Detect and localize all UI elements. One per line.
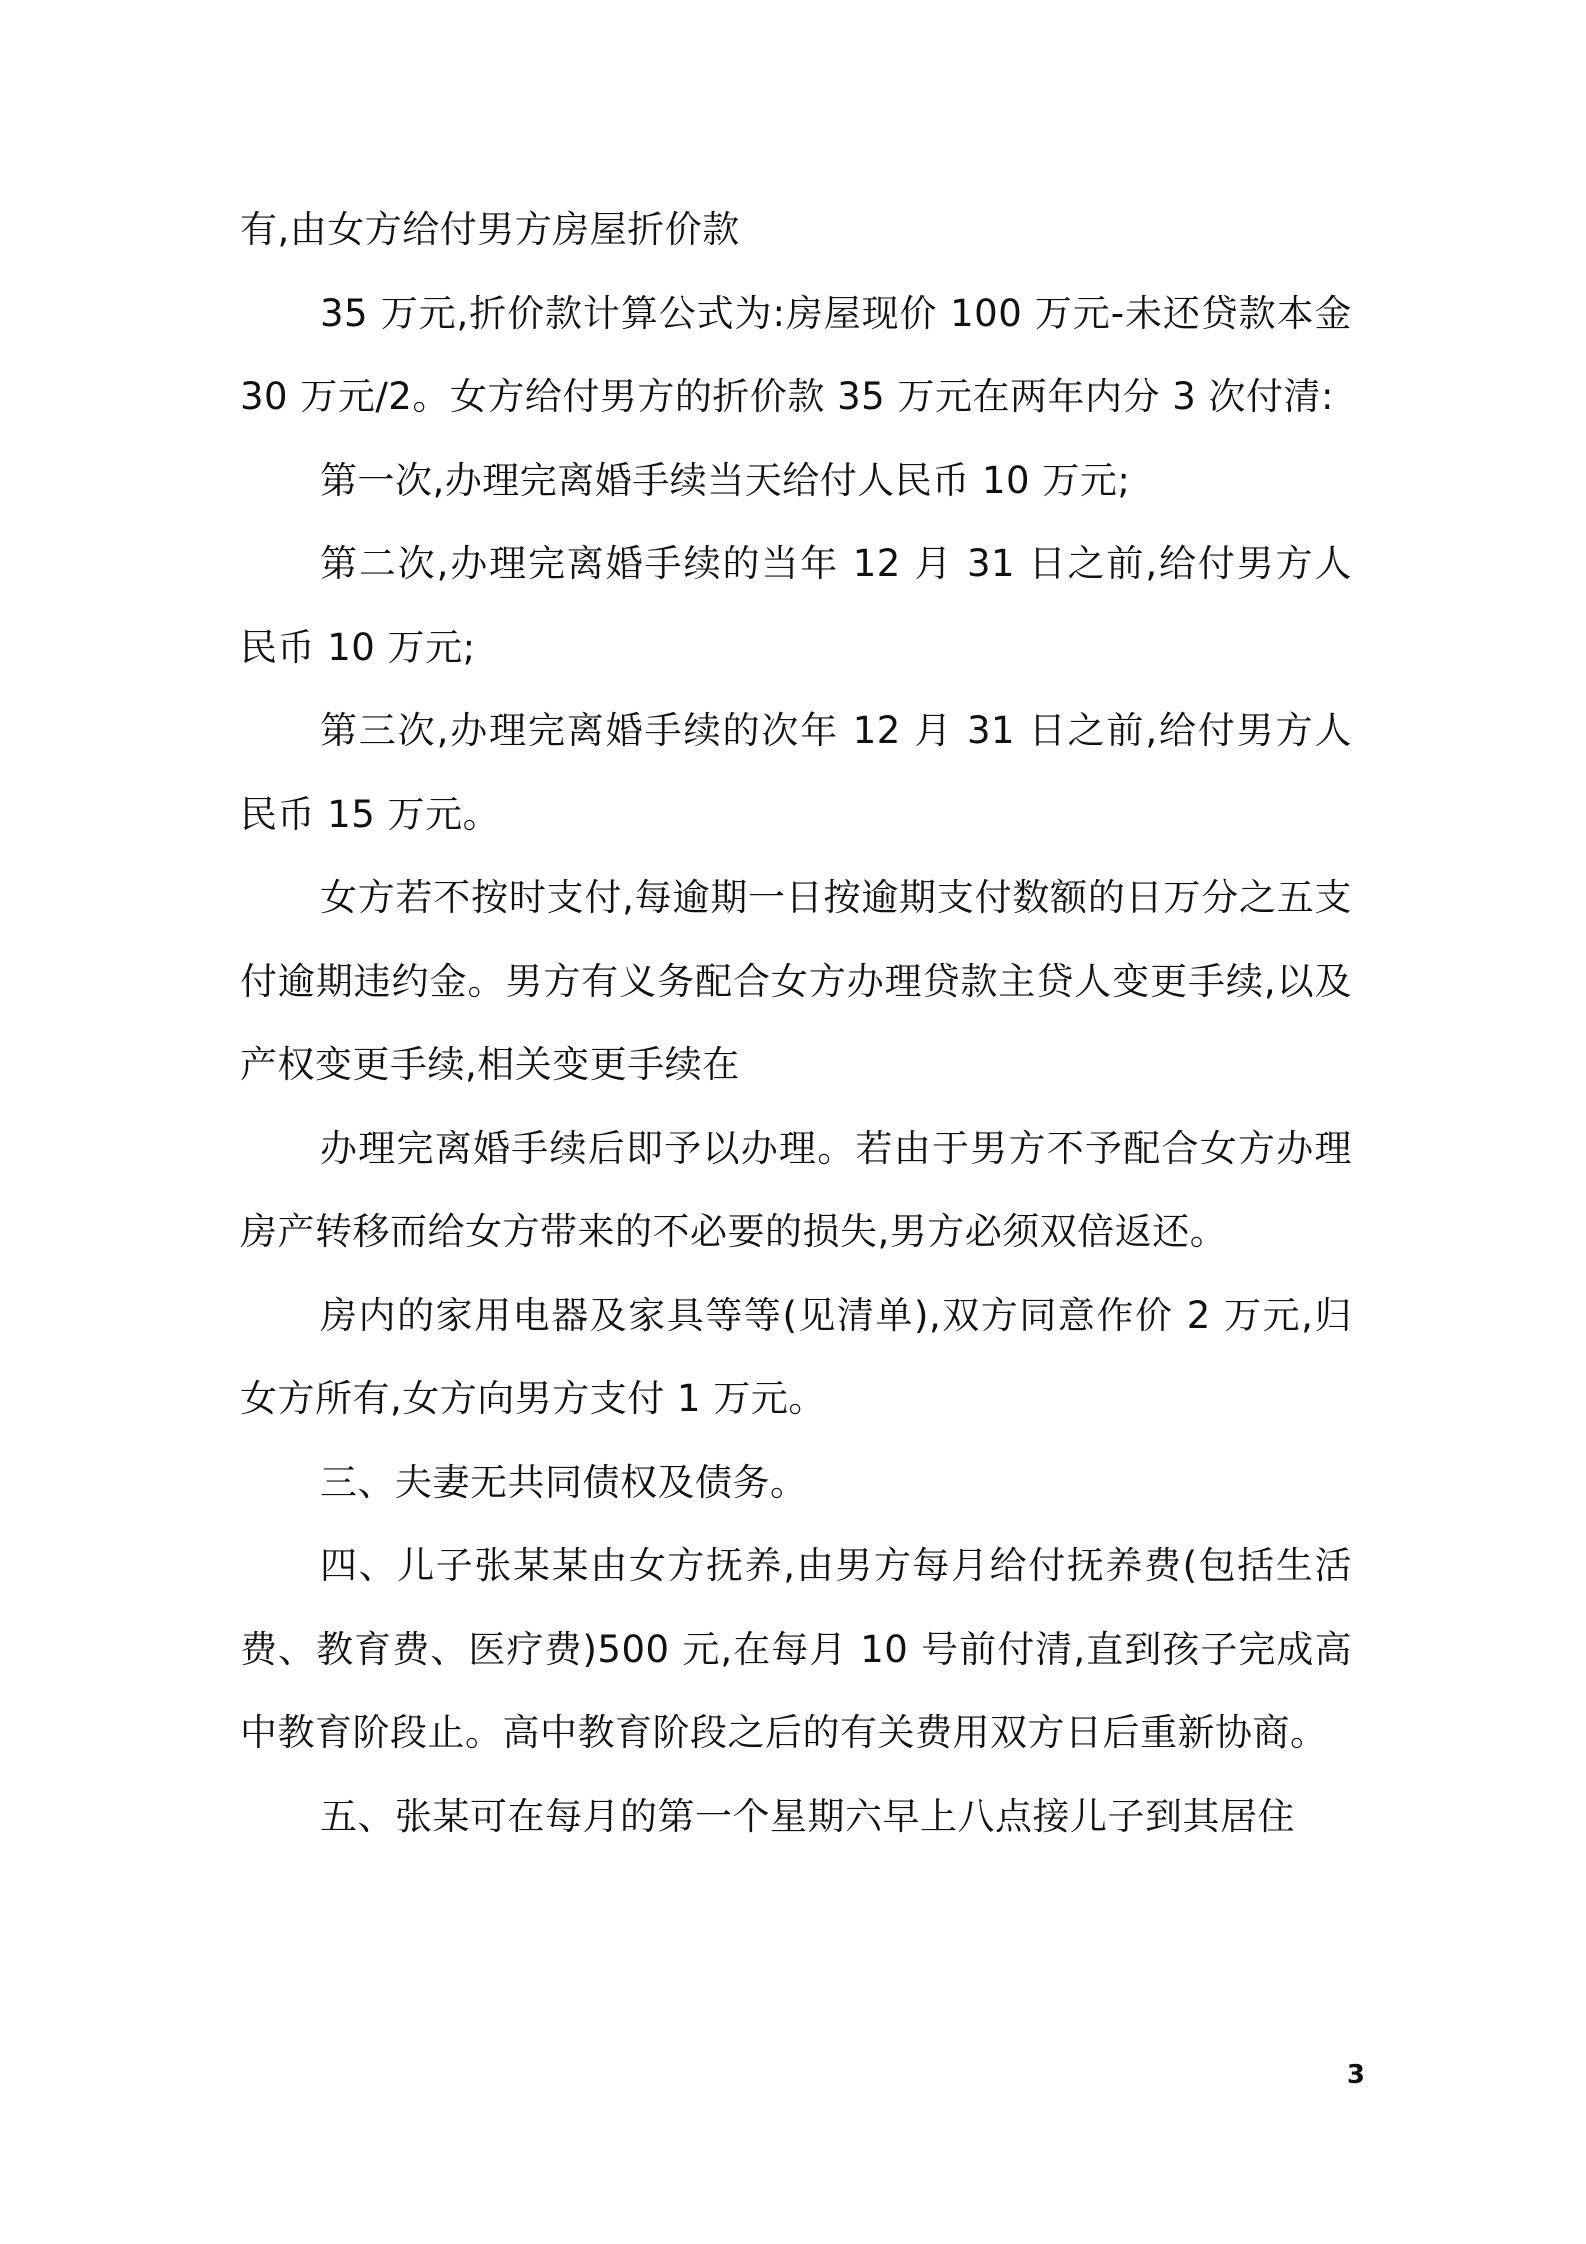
paragraph-3: 第一次,办理完离婚手续当天给付人民币 10 万元; bbox=[320, 458, 1131, 502]
paragraph-7: 办理完离婚手续后即予以办理。若由于男方不予配合女方办理房产转移而给女方带来的不必要的损失,男方必须双倍返还。 bbox=[240, 1126, 1352, 1253]
paragraph-1: 有,由女方给付男方房屋折价款 bbox=[240, 208, 740, 251]
paragraph-8: 房内的家用电器及家具等等(见清单),双方同意作价 2 万元,归女方所有,女方向男方支付 1 万元。 bbox=[240, 1293, 1352, 1420]
paragraph-2: 35 万元,折价款计算公式为:房屋现价 100 万元-未还贷款本金 30 万元/2。女方给付男方的折价款 35 万元在两年内分 3 次付清: bbox=[240, 291, 1352, 418]
page-number: 3 bbox=[1346, 2060, 1365, 2090]
paragraph-4: 第二次,办理完离婚手续的当年 12 月 31 日之前,给付男方人民币 10 万元; bbox=[240, 542, 1352, 669]
paragraph-6: 女方若不按时支付,每逾期一日按逾期支付数额的日万分之五支付逾期违约金。男方有义务配合女方办理贷款主贷人变更手续,以及产权变更手续,相关变更手续在 bbox=[240, 876, 1352, 1086]
paragraph-5: 第三次,办理完离婚手续的次年 12 月 31 日之前,给付男方人民币 15 万元。 bbox=[240, 709, 1352, 836]
paragraph-9: 三、夫妻无共同债权及债务。 bbox=[320, 1460, 808, 1504]
paragraph-10: 四、儿子张某某由女方抚养,由男方每月给付抚养费(包括生活费、教育费、医疗费)500 元,在每月 10 号前付清,直到孩子完成高中教育阶段止。高中教育阶段之后的有关费用双方日后重新协商。 bbox=[240, 1544, 1352, 1754]
body-text bbox=[240, 188, 1352, 1858]
paragraph-11: 五、张某可在每月的第一个星期六早上八点接儿子到其居住 bbox=[320, 1794, 1295, 1838]
